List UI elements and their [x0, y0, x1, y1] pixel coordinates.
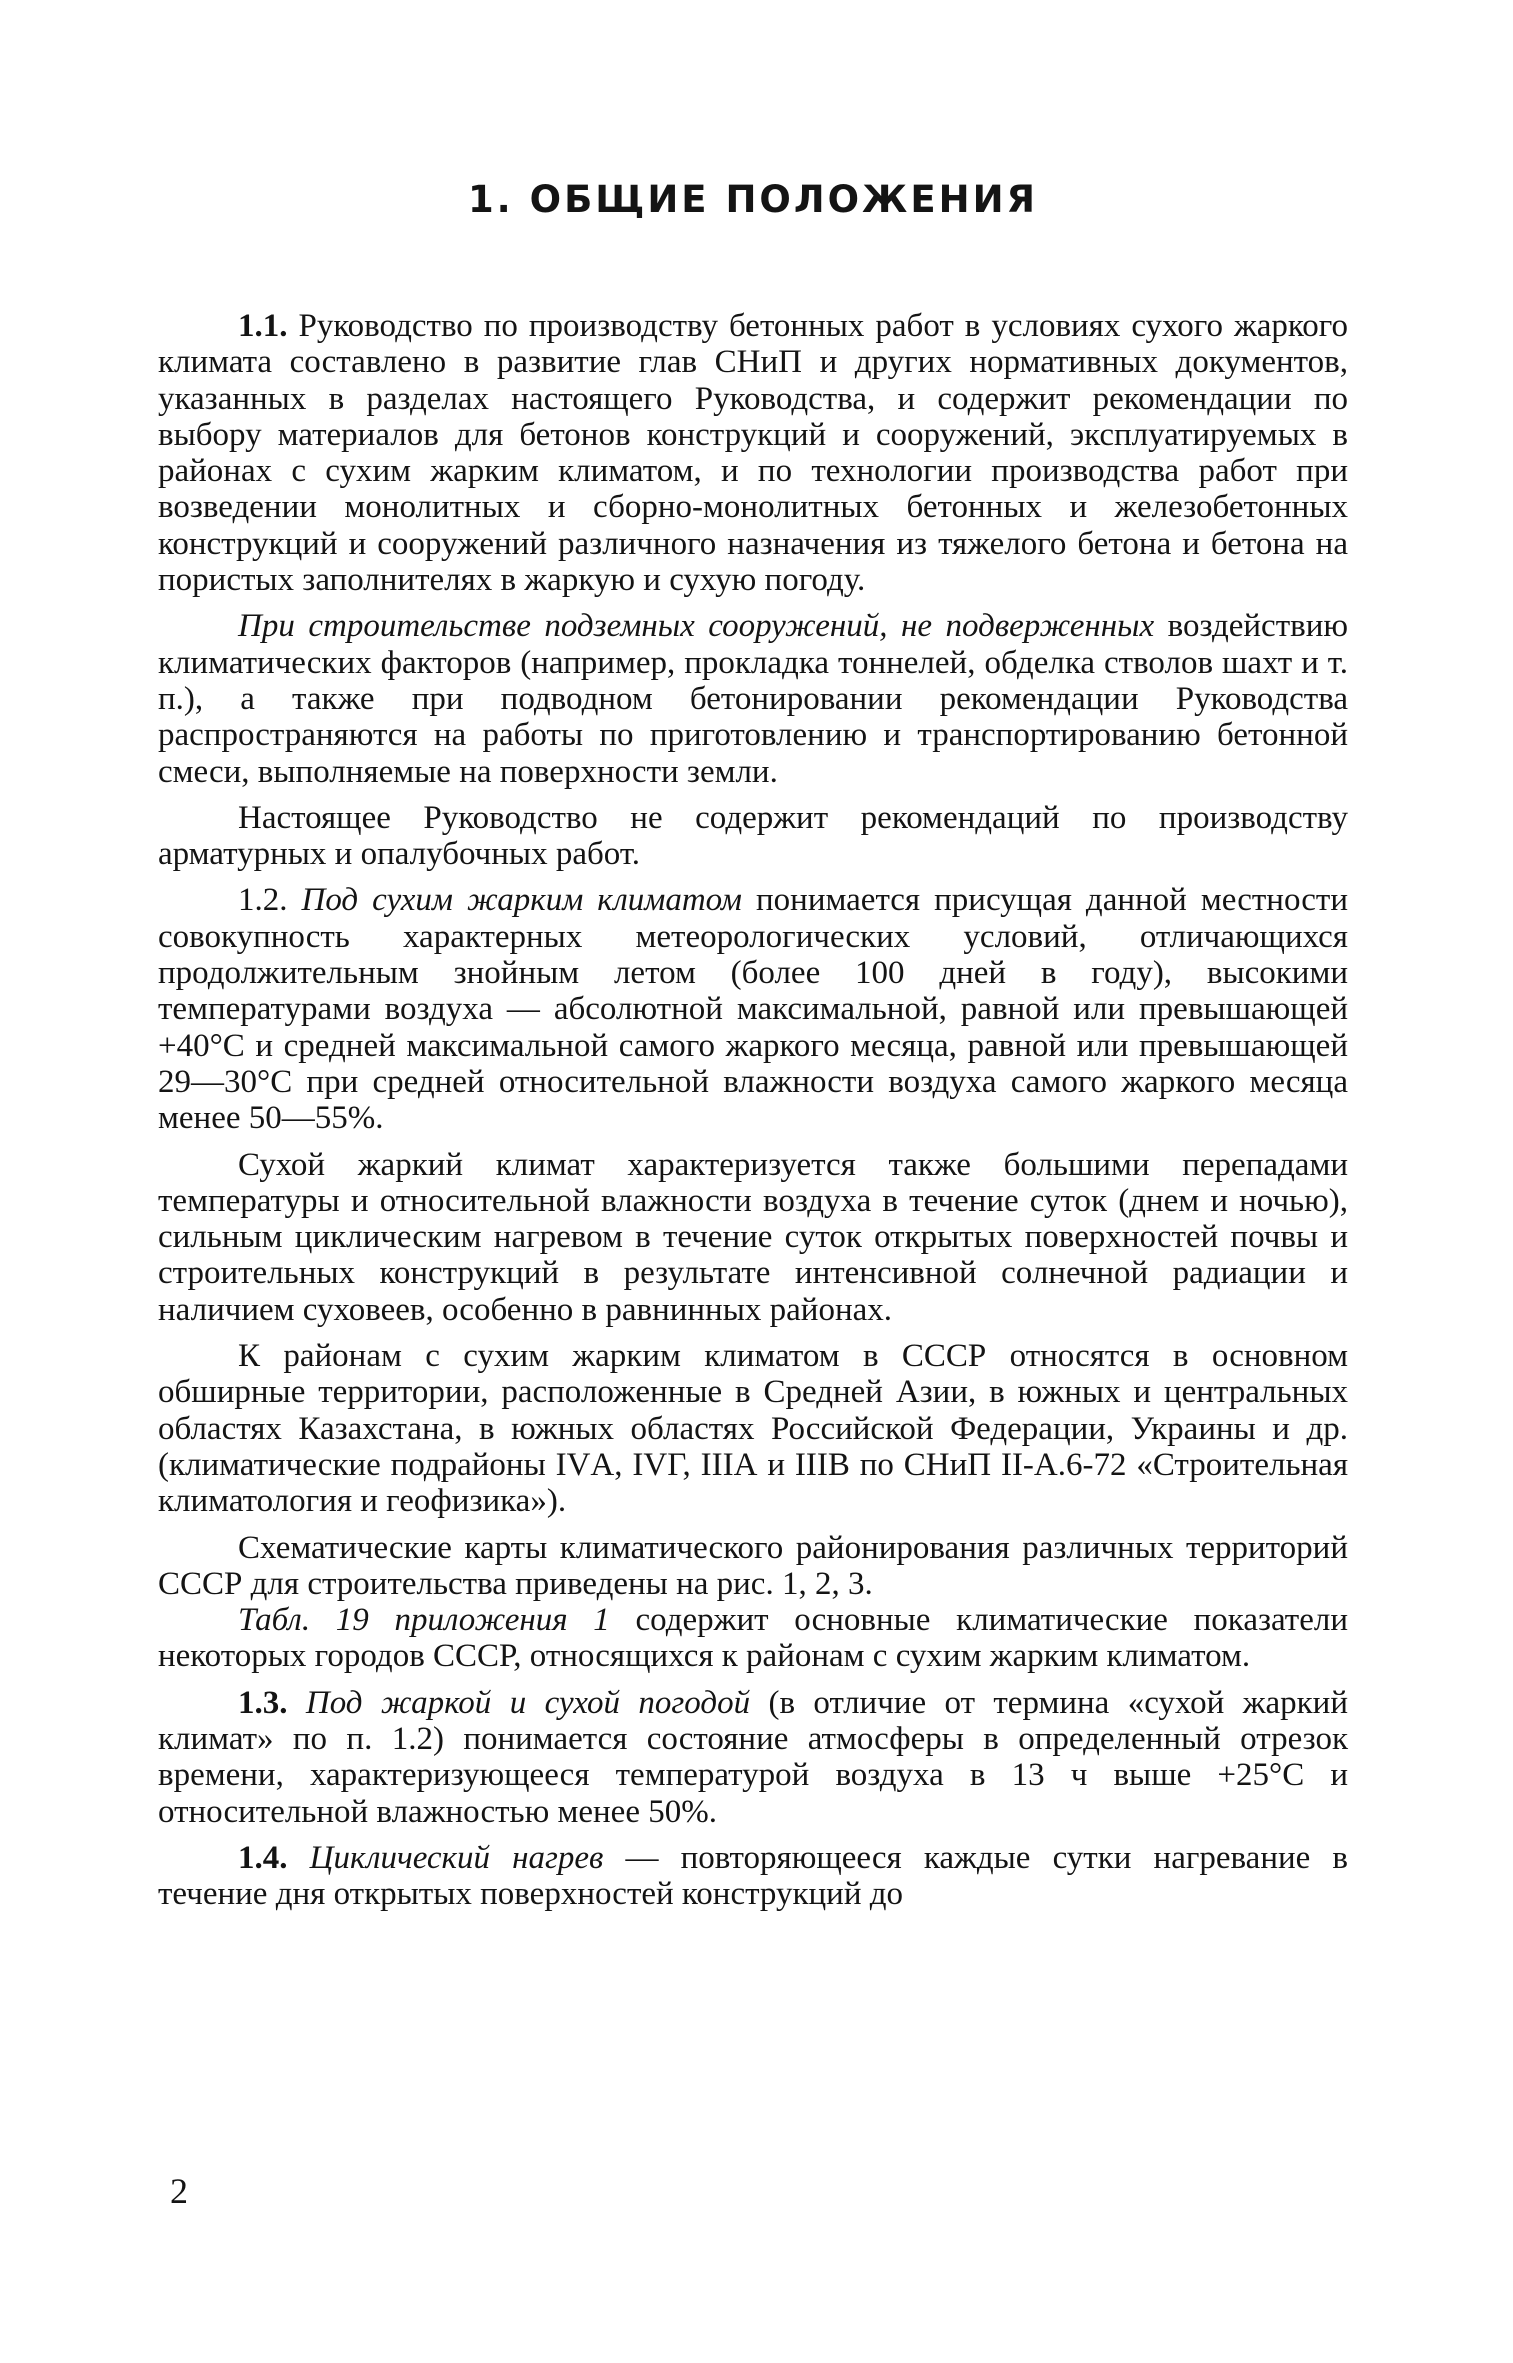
- page-number: 2: [170, 2171, 188, 2211]
- paragraph-text: Руководство по производству бетонных работ в условиях сухого жаркого климата составлено в развитие глав СНиП и других нормативных документов, указанных в разделах настоящего Руководства, и содержит рекомендации по выбору материалов для бетонов конструкций и сооружений, эксплуатируемых в районах с сухим жарким климатом, и по технологии производства работ при возведении монолитных и сборно-монолитных бетонных и железобетонных конструкций и сооружений различного назначения из тяжелого бетона и бетона на пористых заполнителях в жаркую и сухую погоду.: [158, 308, 1348, 599]
- paragraph-1-4: [158, 1840, 1348, 1913]
- paragraph-number: 1.3.: [238, 1684, 288, 1721]
- paragraph-number: 1.4.: [238, 1839, 288, 1876]
- paragraph-text: К районам с сухим жарким климатом в СССР относятся в основном обширные территории, расположенные в Средней Азии, в южных и центральных областях Казахстана, в южных областях Российской Федерации, Украины и др. (климатические подрайоны IVА, IVГ, IIIА и IIIВ по СНиП II-А.6-72 «Строительная климатология и геофизика»).: [158, 1338, 1348, 1520]
- paragraph-maps: [158, 1530, 1348, 1603]
- document-body: [158, 308, 1348, 1912]
- paragraph-text: Сухой жаркий климат характеризуется также большими перепадами температуры и относительной влажности воздуха в течение суток (днем и ночью), сильным циклическим нагревом в течение суток открытых поверхностей почвы и строительных конструкций в результате интенсивной солнечной радиации и наличием суховеев, особенно в равнинных районах.: [158, 1146, 1348, 1328]
- italic-lead: При строительстве подземных сооружений, не подверженных: [238, 608, 1155, 645]
- paragraph-text: Схематические карты климатического районирования различных территорий СССР для строительства приведены на рис. 1, 2, 3.: [158, 1529, 1348, 1602]
- paragraph-text: (в отличие от термина «сухой жаркий климат» по п. 1.2) понимается состояние атмосферы в определенный отрезок времени, характеризующееся температурой воздуха в 13 ч выше +25°С и относительной влажностью менее 50%.: [158, 1684, 1349, 1830]
- paragraph-1-3: [158, 1685, 1348, 1830]
- paragraph-1-2: [158, 882, 1348, 1136]
- paragraph-underground: [158, 608, 1348, 789]
- paragraph-table-19: [158, 1602, 1348, 1675]
- section-title: 1. ОБЩИЕ ПОЛОЖЕНИЯ: [467, 178, 1039, 221]
- paragraph-regions: [158, 1338, 1348, 1519]
- paragraph-text: — повторяющееся каждые сутки нагревание в течение дня открытых поверхностей конструкций до: [158, 1839, 1349, 1913]
- italic-lead: Под жаркой и сухой погодой: [305, 1684, 751, 1721]
- paragraph-text: воздействию климатических факторов (например, прокладка тоннелей, обделка стволов шахт и т. п.), а также при подводном бетонировании рекомендации Руководства распространяются на работы по приготовлению и транспортированию бетонной смеси, выполняемые на поверхности земли.: [158, 608, 1349, 790]
- italic-lead: Под сухим жарким климатом: [301, 882, 742, 919]
- paragraph-text: Настоящее Руководство не содержит рекомендаций по производству арматурных и опалубочных работ.: [158, 799, 1348, 873]
- paragraph-number: 1.1.: [238, 308, 288, 344]
- paragraph-text: понимается присущая данной местности совокупность характерных метеорологических условий, отличающихся продолжительным знойным летом (более 100 дней в году), высокими температурами воздуха — абсолютной максимальной, равной или превышающей +40°С и средней максимальной самого жаркого месяца, равной или превышающей 29—30°С при средней относительной влажности воздуха самого жаркого месяца менее 50—55%.: [158, 882, 1348, 1137]
- paragraph-climate-features: [158, 1147, 1348, 1328]
- italic-lead: Табл. 19 приложения 1: [238, 1602, 610, 1639]
- paragraph-exclusions: [158, 800, 1348, 873]
- italic-lead: Циклический нагрев: [309, 1839, 604, 1876]
- paragraph-number: 1.2.: [238, 882, 288, 919]
- paragraph-1-1: [158, 308, 1348, 598]
- paragraph-text: содержит основные климатические показатели некоторых городов СССР, относящихся к районам с сухим жарким климатом.: [158, 1602, 1348, 1675]
